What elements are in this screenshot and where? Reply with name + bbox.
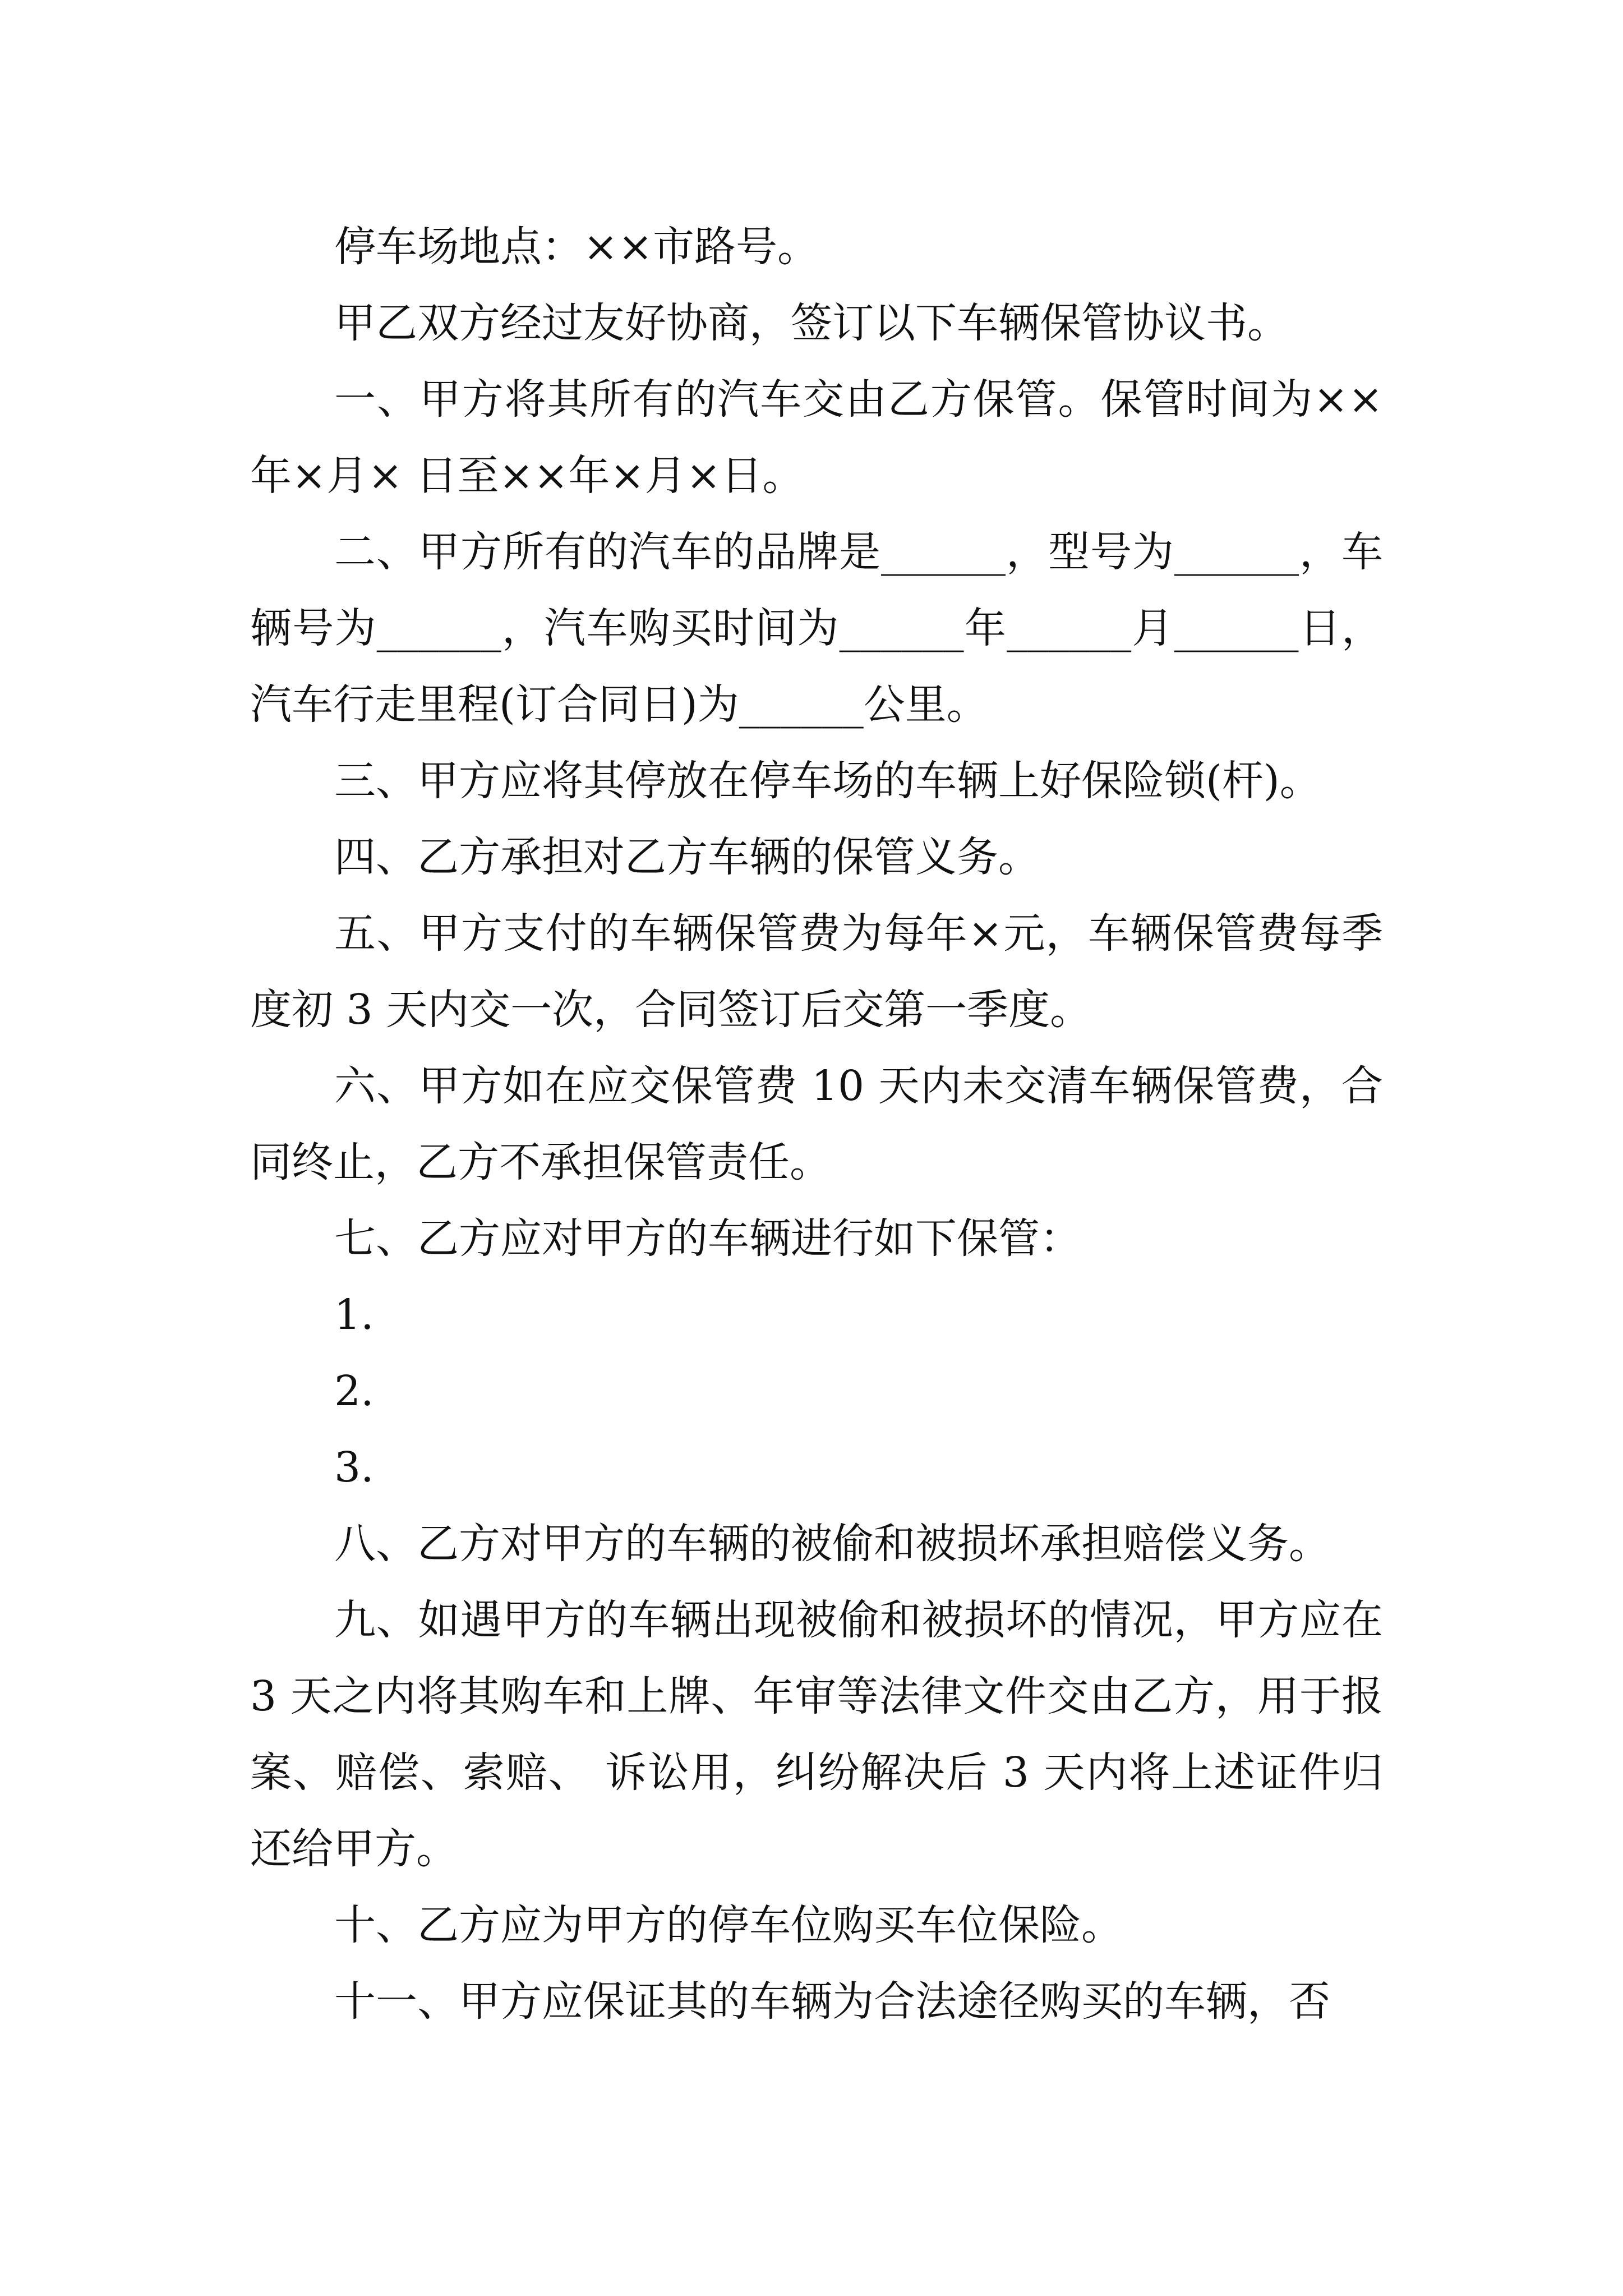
clause-4: 四、乙方承担对乙方车辆的保管义务。 <box>334 833 1040 881</box>
clause-8: 八、乙方对甲方的车辆的被偷和被损坏承担赔偿义务。 <box>334 1520 1330 1568</box>
list-item-3: 3. <box>334 1443 374 1492</box>
clause-10: 十、乙方应为甲方的停车位购买车位保险。 <box>334 1901 1123 1949</box>
paragraph-agreement-intro: 甲乙双方经过友好协商，签订以下车辆保管协议书。 <box>334 299 1289 347</box>
clause-3: 三、甲方应将其停放在停车场的车辆上好保险锁(杆)。 <box>334 757 1321 805</box>
clause-9: 九、如遇甲方的车辆出现被偷和被损坏的情况，甲方应在 3 天之内将其购车和上牌、年审等法律文件交由乙方，用于报案、赔偿、索赔、 诉讼用，纠纷解决后 3 天内将上述证件归还给甲方。 <box>250 1596 1383 1873</box>
clause-7: 七、乙方应对甲方的车辆进行如下保管： <box>334 1214 1081 1263</box>
clause-1: 一、甲方将其所有的汽车交由乙方保管。保管时间为××年×月× 日至××年×月×日。 <box>250 375 1383 500</box>
clause-11: 十一、甲方应保证其的车辆为合法途径购买的车辆，否 <box>334 1977 1330 2026</box>
clause-6: 六、甲方如在应交保管费 10 天内未交清车辆保管费，合同终止，乙方不承担保管责任。 <box>250 1062 1383 1186</box>
paragraph-parking-location: 停车场地点：××市路号。 <box>334 223 819 271</box>
document-body <box>250 209 1383 2040</box>
clause-2: 二、甲方所有的汽车的品牌是______，型号为______，车辆号为______，汽车购买时间为______年______月______日，汽车行走里程(订合同日)为______公里。 <box>250 528 1383 729</box>
clause-5: 五、甲方支付的车辆保管费为每年×元，车辆保管费每季度初 3 天内交一次，合同签订后交第一季度。 <box>250 909 1383 1034</box>
list-item-2: 2. <box>334 1367 374 1415</box>
list-item-1: 1. <box>334 1291 374 1339</box>
